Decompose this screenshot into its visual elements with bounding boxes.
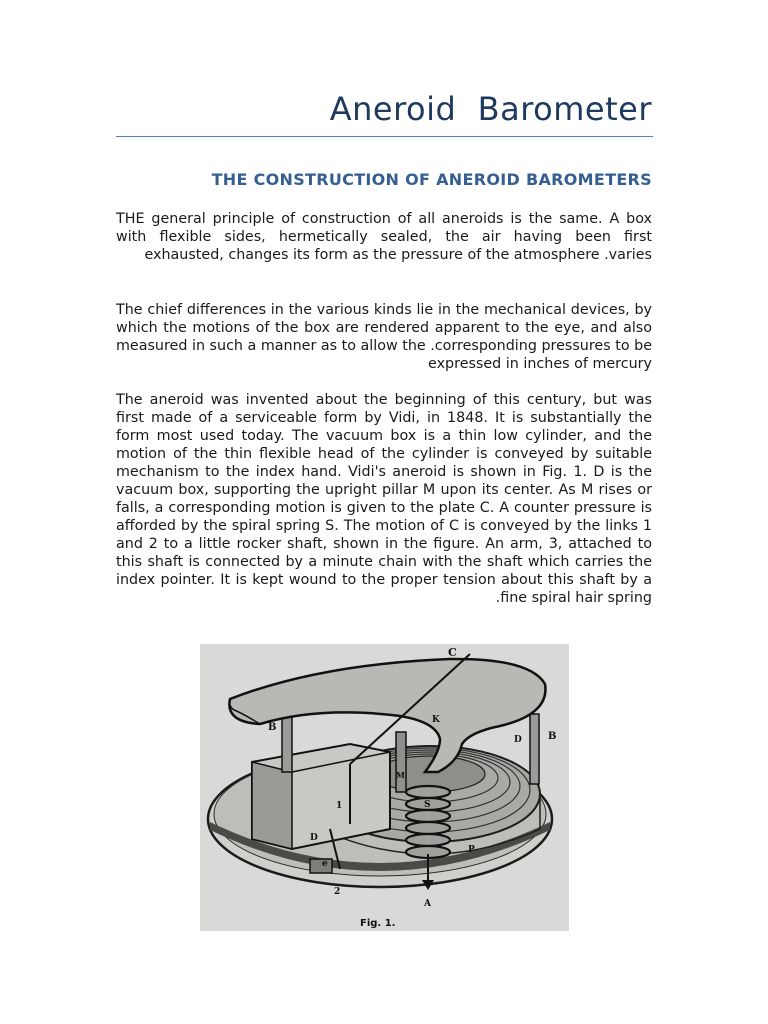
- figure-label-e: e: [322, 859, 328, 869]
- figure-label-k: K: [432, 715, 440, 725]
- figure-label-2: 2: [334, 887, 341, 897]
- figure-label-b-left: B: [268, 722, 277, 733]
- figure-label-p: P: [468, 845, 475, 855]
- paragraph-general-principle: THE general principle of construction of all aneroids is the same. A box with flexible sides, hermetically sealed, the air having been first exhausted, changes its form as the pressure of the atmosphere .varies: [116, 211, 652, 263]
- aneroid-engraving: [200, 644, 569, 931]
- title-divider: [116, 136, 653, 137]
- figure-label-c: C: [448, 646, 457, 659]
- paragraph-invention-history: The aneroid was invented about the beginning of this century, but was first made of a serviceable form by Vidi, in 1848. It is substantially the form most used today. The vacuum box is a thin low cylinder, and the motion of the thin flexible head of the cylinder is conveyed by suitable mechanism to the index hand. Vidi's aneroid is shown in Fig. 1. D is the vacuum box, supporting the upright pillar M upon its center. As M rises or falls, a corresponding motion is given to the plate C. A counter pressure is afforded by the spiral spring S. The motion of C is conveyed by the links 1 and 2 to a little rocker shaft, shown in the figure. An arm, 3, attached to this shaft is connected by a minute chain with the shaft which carries the index pointer. It is kept wound to the proper tension about this shaft by a .fine spiral hair spring: [116, 392, 652, 606]
- document-title: Aneroid Barometer: [329, 90, 652, 128]
- figure-label-1: 1: [336, 801, 343, 811]
- figure-label-b-right: B: [548, 731, 557, 742]
- section-heading: THE CONSTRUCTION OF ANEROID BAROMETERS: [211, 170, 652, 189]
- figure-label-a: A: [424, 899, 431, 909]
- paragraph-chief-differences: The chief differences in the various kinds lie in the mechanical devices, by which the motions of the box are rendered apparent to the eye, and also measured in such a manner as to allow the .corresponding pressures to be expressed in inches of mercury: [116, 302, 652, 372]
- figure-label-s: S: [424, 800, 431, 810]
- aneroid-figure: [200, 644, 569, 931]
- figure-label-d-top: D: [514, 735, 522, 745]
- figure-label-d-bottom: D: [310, 833, 318, 843]
- figure-label-m: M: [396, 770, 405, 780]
- figure-caption: Fig. 1.: [360, 918, 396, 929]
